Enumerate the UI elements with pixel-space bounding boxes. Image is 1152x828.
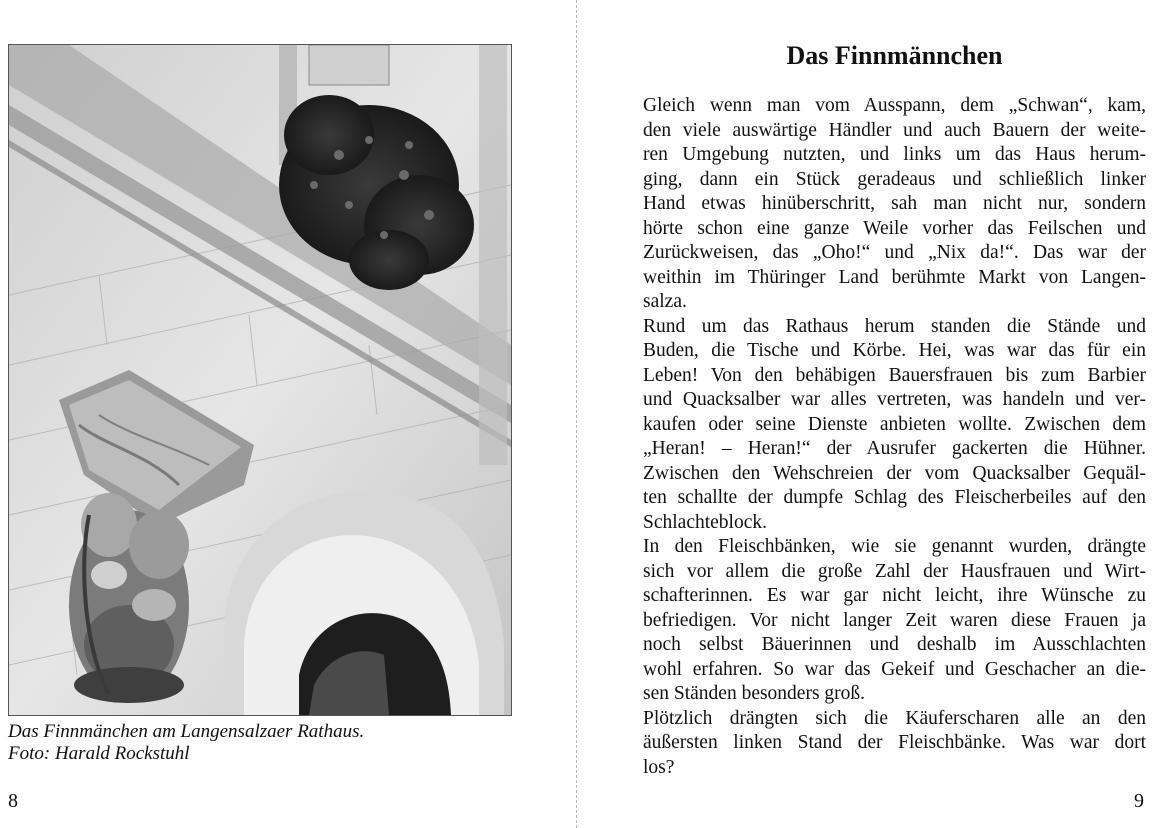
text-line: Zurückweisen, das „Oho!“ und „Nix da!“. Das war der: [643, 242, 1146, 263]
text-line: In den Fleischbänken, wie sie genannt wurden, drängte: [643, 536, 1146, 557]
text-line: schafterinnen. Es war gar nicht leicht, ihre Wünsche zu: [643, 585, 1146, 606]
caption-line: Das Finnmänchen am Langensalzaer Rathaus.: [8, 721, 365, 742]
text-line: sen Ständen besonders groß.: [643, 683, 866, 704]
paragraph: [643, 535, 1146, 707]
text-line: Hand etwas hinüberschritt, sah man nicht nur, sondern: [643, 193, 1146, 214]
text-line: kaufen oder seine Dienste anbieten wollte. Zwischen dem: [643, 413, 1146, 435]
text-line: noch selbst Bäuerinnen und deshalb im Ausschlachten: [643, 634, 1146, 655]
chapter-title: Das Finnmännchen: [786, 41, 1003, 70]
body-text: [643, 94, 1146, 780]
book-spine-divider: [576, 0, 577, 828]
text-line: äußersten linken Stand der Fleischbänke. Was war dort: [643, 732, 1146, 753]
text-line: und Quacksalber war alles vertreten, was handeln und ver-: [643, 389, 1146, 410]
page-number-left: 8: [8, 790, 18, 812]
caption-credit: Foto: Harald Rockstuhl: [8, 743, 190, 764]
text-line: befriedigen. Vor nicht langer Zeit waren diese Frauen ja: [643, 609, 1146, 631]
text-line: Buden, die Tische und Körbe. Hei, was war das für ein: [643, 340, 1146, 361]
rathaus-photo: [8, 44, 512, 716]
text-line: hörte schon eine ganze Weile vorher das Feilschen und: [643, 217, 1146, 239]
text-line: Rund um das Rathaus herum standen die Stände und: [643, 315, 1146, 337]
text-line: salza.: [643, 291, 687, 312]
page-number-right: 9: [1134, 790, 1144, 812]
text-line: ging, dann ein Stück geradeaus und schließlich linker: [643, 168, 1146, 190]
photo-caption: [8, 721, 528, 765]
text-line: Plötzlich drängten sich die Käuferscharen alle an den: [643, 707, 1146, 729]
text-line: los?: [643, 756, 675, 778]
finnmaennchen-photo-image: [9, 45, 511, 715]
text-line: ren Umgebung nutzten, und links um das Haus herum-: [643, 144, 1146, 165]
text-line: weithin im Thüringer Land berühmte Markt von Langen-: [643, 266, 1146, 288]
text-line: den viele auswärtige Händler und auch Bauern der weite-: [643, 119, 1146, 141]
text-line: sich vor allem die große Zahl der Hausfrauen und Wirt-: [643, 560, 1146, 582]
text-line: Leben! Von den behäbigen Bauersfrauen bis zum Barbier: [643, 364, 1146, 386]
paragraph: [643, 315, 1146, 536]
text-line: ten schallte der dumpfe Schlag des Fleischerbeiles auf den: [643, 487, 1146, 508]
text-line: wohl erfahren. So war das Gekeif und Geschacher an die-: [643, 658, 1146, 680]
stone-figure-icon: [69, 493, 189, 703]
paragraph: [643, 94, 1146, 315]
paragraph: [643, 707, 1146, 781]
text-line: Schlachteblock.: [643, 511, 767, 533]
text-line: Gleich wenn man vom Ausspann, dem „Schwan“, kam,: [643, 95, 1146, 116]
text-line: Zwischen den Wehschreien der vom Quacksalber Gequäl-: [643, 462, 1146, 484]
text-line: „Heran! – Heran!“ der Ausrufer gackerten die Hühner.: [643, 438, 1146, 459]
